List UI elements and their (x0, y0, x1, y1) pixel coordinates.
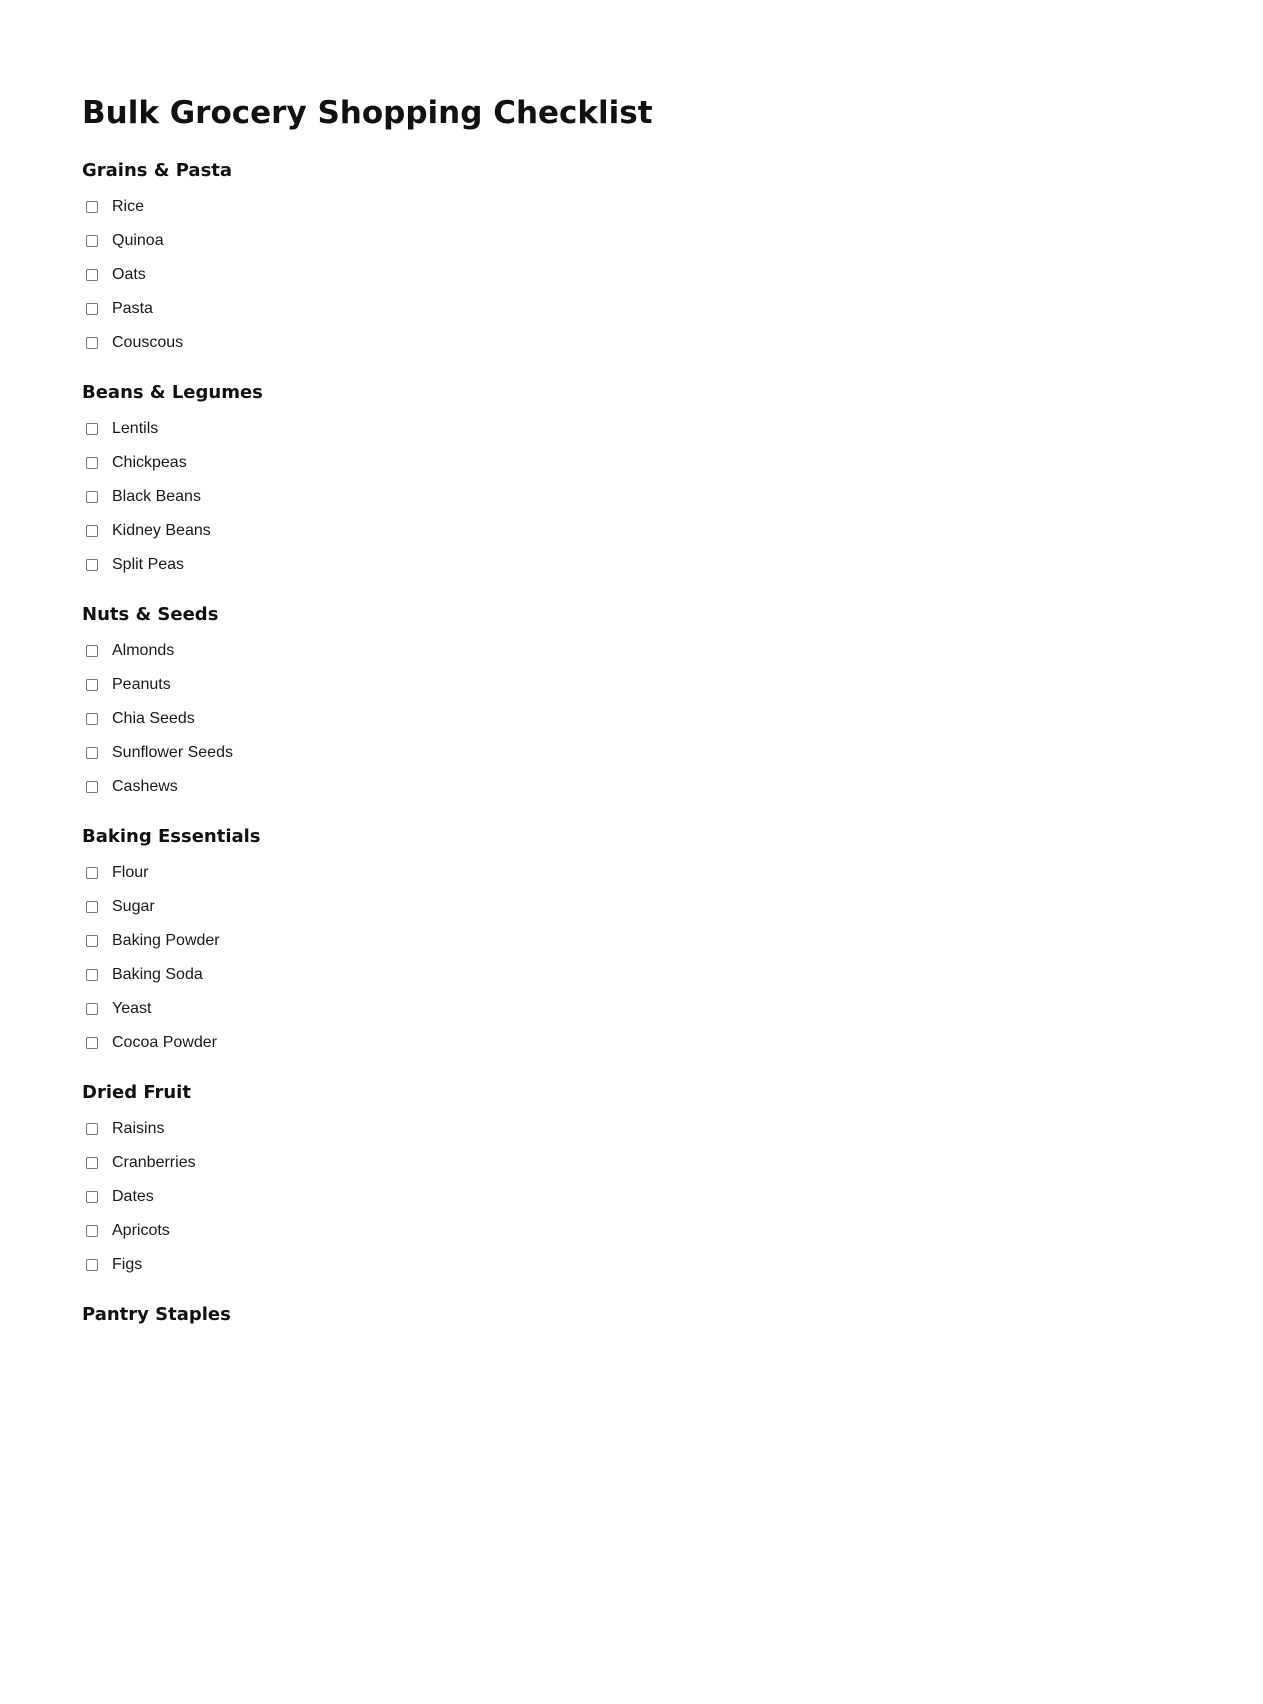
item-checkbox[interactable] (86, 1191, 98, 1203)
checklist-item[interactable] (82, 770, 1182, 804)
checklist-item[interactable] (82, 958, 1182, 992)
item-label[interactable]: Chia Seeds (112, 710, 195, 727)
checklist-section (82, 602, 1182, 804)
checklist-item[interactable] (82, 890, 1182, 924)
item-checkbox[interactable] (86, 713, 98, 725)
item-label[interactable]: Yeast (112, 1000, 152, 1017)
checklist-item[interactable] (82, 1112, 1182, 1146)
item-checkbox[interactable] (86, 781, 98, 793)
item-label[interactable]: Peanuts (112, 676, 171, 693)
item-checkbox[interactable] (86, 679, 98, 691)
item-checkbox[interactable] (86, 1003, 98, 1015)
checklist-item[interactable] (82, 1180, 1182, 1214)
item-label[interactable]: Sunflower Seeds (112, 744, 233, 761)
item-checkbox[interactable] (86, 491, 98, 503)
item-checkbox[interactable] (86, 337, 98, 349)
item-label[interactable]: Baking Powder (112, 932, 220, 949)
item-label[interactable]: Cranberries (112, 1154, 196, 1171)
item-checkbox[interactable] (86, 559, 98, 571)
item-label[interactable]: Couscous (112, 334, 184, 351)
item-checkbox[interactable] (86, 269, 98, 281)
item-label[interactable]: Almonds (112, 642, 175, 659)
item-label[interactable]: Oats (112, 266, 146, 283)
checklist-item[interactable] (82, 446, 1182, 480)
checklist-item[interactable] (82, 702, 1182, 736)
item-checkbox[interactable] (86, 867, 98, 879)
checklist-sections (82, 158, 1182, 1328)
checklist-section (82, 824, 1182, 1060)
checklist-item[interactable] (82, 514, 1182, 548)
item-checkbox[interactable] (86, 423, 98, 435)
item-checkbox[interactable] (86, 201, 98, 213)
section-title: Beans & Legumes (82, 382, 263, 403)
item-checkbox[interactable] (86, 235, 98, 247)
item-checkbox[interactable] (86, 645, 98, 657)
item-label[interactable]: Cashews (112, 778, 178, 795)
item-label[interactable]: Cocoa Powder (112, 1034, 217, 1051)
checklist-item[interactable] (82, 1214, 1182, 1248)
checklist-page (82, 92, 1182, 134)
checklist-item[interactable] (82, 190, 1182, 224)
checklist-viewport (82, 152, 1182, 1325)
item-checkbox[interactable] (86, 1157, 98, 1169)
checklist-section (82, 1302, 1182, 1328)
item-checkbox[interactable] (86, 303, 98, 315)
checklist-item[interactable] (82, 634, 1182, 668)
item-checkbox[interactable] (86, 525, 98, 537)
item-checkbox[interactable] (86, 969, 98, 981)
checklist-item[interactable] (82, 924, 1182, 958)
item-label[interactable]: Kidney Beans (112, 522, 211, 539)
checklist-item[interactable] (82, 480, 1182, 514)
checklist-item[interactable] (82, 992, 1182, 1026)
item-label[interactable]: Apricots (112, 1222, 170, 1239)
checklist-section (82, 158, 1182, 360)
page-title: Bulk Grocery Shopping Checklist (82, 95, 653, 131)
checklist-item[interactable] (82, 1146, 1182, 1180)
item-label[interactable]: Raisins (112, 1120, 165, 1137)
checklist-item[interactable] (82, 292, 1182, 326)
item-label[interactable]: Pasta (112, 300, 153, 317)
checklist-item[interactable] (82, 326, 1182, 360)
section-title: Baking Essentials (82, 826, 261, 847)
checklist-section (82, 380, 1182, 582)
item-checkbox[interactable] (86, 1037, 98, 1049)
item-checkbox[interactable] (86, 935, 98, 947)
item-checkbox[interactable] (86, 901, 98, 913)
checklist-item[interactable] (82, 548, 1182, 582)
item-label[interactable]: Lentils (112, 420, 159, 437)
item-label[interactable]: Baking Soda (112, 966, 203, 983)
section-title: Grains & Pasta (82, 160, 233, 181)
item-checkbox[interactable] (86, 457, 98, 469)
item-label[interactable]: Black Beans (112, 488, 201, 505)
item-checkbox[interactable] (86, 747, 98, 759)
checklist-item[interactable] (82, 668, 1182, 702)
item-label[interactable]: Chickpeas (112, 454, 187, 471)
checklist-item[interactable] (82, 412, 1182, 446)
checklist-item[interactable] (82, 736, 1182, 770)
section-title: Dried Fruit (82, 1082, 191, 1103)
checklist-item[interactable] (82, 258, 1182, 292)
section-title: Nuts & Seeds (82, 604, 219, 625)
checklist-item[interactable] (82, 224, 1182, 258)
checklist-item[interactable] (82, 1026, 1182, 1060)
item-label[interactable]: Dates (112, 1188, 154, 1205)
item-label[interactable]: Sugar (112, 898, 155, 915)
checklist-section (82, 1080, 1182, 1282)
item-checkbox[interactable] (86, 1123, 98, 1135)
section-title: Pantry Staples (82, 1304, 231, 1325)
item-label[interactable]: Rice (112, 198, 145, 215)
item-label[interactable]: Figs (112, 1256, 143, 1273)
item-label[interactable]: Split Peas (112, 556, 185, 573)
checklist-item[interactable] (82, 856, 1182, 890)
item-checkbox[interactable] (86, 1225, 98, 1237)
item-checkbox[interactable] (86, 1259, 98, 1271)
checklist-item[interactable] (82, 1248, 1182, 1282)
item-label[interactable]: Flour (112, 864, 149, 881)
item-label[interactable]: Quinoa (112, 232, 164, 249)
